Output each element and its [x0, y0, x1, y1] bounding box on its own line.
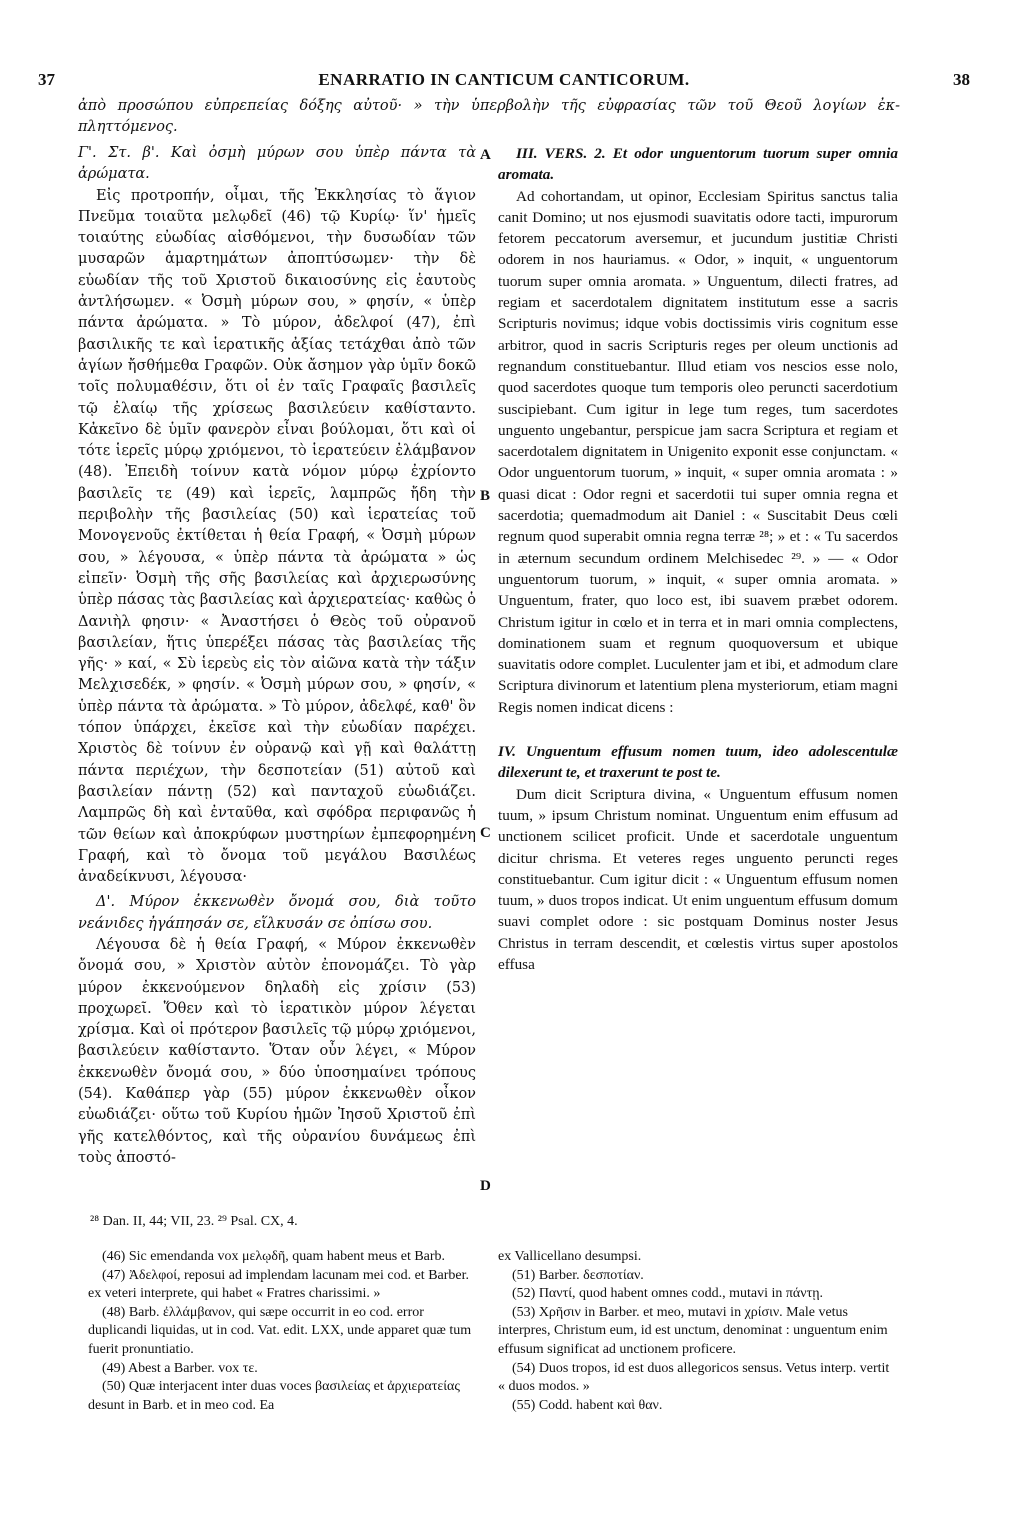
margin-letter-d: D — [480, 1178, 491, 1194]
margin-letter-b: B — [480, 488, 491, 504]
margin-letter-c: C — [480, 825, 491, 841]
latin-section-3-heading: III. VERS. 2. Et odor unguentorum tuorum super omnia aromata. — [498, 145, 898, 184]
page-number-left: 37 — [38, 70, 55, 89]
top-continuation-line: ἀπὸ προσώπου εὐπρεπείας δόξης αὐτοῦ· » τὴν ὑπερβολὴν τῆς εὐφρασίας τῶν τοῦ Θεοῦ λογίων ἐκ-πληττόμενος. — [78, 98, 900, 135]
editor-note: (53) Χρῆσιν in Barber. et meo, mutavi in χρίσιν. Male vetus interpres, Christum eum, id est unctum, denominat : unguentum enim effusum significat ad unctionem proficere. — [498, 1304, 888, 1357]
editor-note: (48) Barb. ἐλλάμβανον, qui sæpe occurrit in eo cod. error duplicandi liquidas, ut in cod. Vat. edit. LXX, unde apparet quæ tum fuerit pronuntiatio. — [88, 1304, 472, 1357]
greek-section-3-text: Εἰς προτροπήν, οἶμαι, τῆς Ἐκκλησίας τὸ ἅγιον Πνεῦμα τοιαῦτα μελῳδεῖ (46) τῷ Κυρίῳ· ἵν' ἡμεῖς τοιαύτης εὐωδίας αἰσθόμενοι, τὴν δυσωδίαν τῶν μυσαρῶν ἁμαρτημάτων ἀποπτύσωμεν· τὴν δὲ εὐωδίαν τῆς τοῦ Χριστοῦ δικαιοσύνης εἰς ἑαυτοὺς ἀντλήσωμεν. « Ὀσμὴ μύρων σου, » φησίν, « ὑπὲρ πάντα ἀρώματα. » Τὸ μύρον, ἀδελφοί (47), ἐπὶ βασιλικῆς τε καὶ ἱερατικῆς ἀξίας τετάχθαι ἀπὸ τῶν ἁγίων ἤσθήμεθα Γραφῶν. Οὐκ ἄσημον γὰρ ὑμῖν δοκῶ τοῖς πολυμαθέσιν, ὅτι οἱ ἐν ταῖς Γραφαῖς βασιλεῖς τῷ ἐλαίῳ τῆς χρίσεως βασιλεύειν καθίσταντο. Κἀκεῖνο δὲ ὑμῖν φανερὸν εἶναι βούλομαι, ὅτι καὶ οἱ τότε ἱερεῖς μύρῳ χριόμενοι, τὸ ἱερατεύειν ἐλάμβανον (48). Ἐπειδὴ τοίνυν κατὰ νόμον μύρῳ ἐχρίοντο βασιλεῖς τε (49) καὶ ἱερεῖς, λαμπρῶς ἤδη τὴν περιβολὴν τῆς βασιλείας (50) καὶ ἱερατείας τοῦ Μονογενοῦς ἐκτίθεται ἡ θεία Γραφή, « Ὀσμὴ μύρων σου, » λέγουσα, « ὑπὲρ πάντα τὰ ἀρώματα » ὡς εἰπεῖν· Ὀσμὴ τῆς σῆς βασιλείας καὶ ἀρχιερωσύνης ὑπὲρ πάσας τὰς βασιλείας καὶ ἀρχιερατείας· καθὼς ὁ Δανιὴλ φησιν· « Ἀναστήσει ὁ Θεὸς τοῦ οὐρανοῦ βασιλείαν, ἥτις ὑπερέξει πάσας τὰς βασιλείας τῆς γῆς· » καί, « Σὺ ἱερεὺς εἰς τὸν αἰῶνα κατὰ τὴν τάξιν Μελχισεδέκ, » φησίν. « Ὀσμὴ μύρων σου, » φησίν, « ὑπὲρ πάντα τὰ ἀρώματα. » Τὸ μύρον, ἀδελφέ, καθ' ὃν τόπον ὑπάρχει, ἐκεῖσε καὶ τὴν εὐωδίαν παρέχει. Χριστὸς δὲ τοίνυν ἐν οὐρανῷ καὶ γῇ καὶ θαλάττῃ πάντα περιέχων, τὴν δεσποτείαν (51) αὐτοῦ καὶ βασιλείαν πάντῃ (52) καὶ πανταχοῦ εὐωδιάζει. Λαμπρῶς δὴ καὶ ἐνταῦθα, καὶ σφόδρα περιφανῶς ἡ τῶν θείων καὶ ἀποκρύφων μυστηρίων ἐμπεφορημένη Γραφή, καὶ τὸ ὄνομα τοῦ μεγάλου Βασιλέως ἀναδείκνυσι, λέγουσα· — [78, 187, 476, 886]
running-header — [38, 70, 970, 92]
margin-letter-a: A — [480, 147, 491, 163]
page-number-right: 38 — [953, 70, 970, 89]
editor-note: (50) Quæ interjacent inter duas voces βασιλείας et ἀρχιερατείας desunt in Barb. et in meo cod. Ea — [88, 1379, 460, 1413]
greek-column — [78, 143, 476, 1169]
greek-section-4-text: Λέγουσα δὲ ἡ θεία Γραφή, « Μύρον ἐκκενωθὲν ὄνομά σου, » Χριστὸν αὐτὸν ἐπονομάζει. Τὸ γὰρ μύρον ἐκκενούμενον δηλαδὴ εἰς χρίσιν (53) προχωρεῖ. Ὅθεν καὶ τὸ ἱερατικὸν μύρον λέγεται χρίσμα. Καὶ οἱ πρότερον βασιλεῖς τῷ μύρῳ χριόμενοι, βασιλεύειν καθίσταντο. Ὅταν οὖν λέγει, « Μύρον ἐκκενωθὲν ὄνομά σου, » δύο ὑποσημαίνει τρόπους (54). Καθάπερ γὰρ (55) μύρον ἐκκενωθὲν οἶκον εὐωδιάζει· οὕτω τοῦ Κυρίου ἡμῶν Ἰησοῦ Χριστοῦ ἐπὶ γῆς κατελθόντος, καὶ τῆς οὐρανίου δυνάμεως ἐπὶ τοὺς ἀποστό- — [78, 936, 476, 1166]
scripture-references: ²⁸ Dan. II, 44; VII, 23. ²⁹ Psal. CX, 4. — [90, 1214, 298, 1229]
latin-section-4-heading: IV. Unguentum effusum nomen tuum, ideo adolescentulæ dilexerunt te, et traxerunt te post te. — [498, 743, 898, 782]
editor-note: (52) Παντί, quod habent omnes codd., mutavi in πάντῃ. — [512, 1286, 824, 1302]
editor-notes-right — [498, 1248, 898, 1415]
editor-note: (51) Barber. δεσποτίαν. — [512, 1267, 644, 1283]
latin-section-3-text: Ad cohortandam, ut opinor, Ecclesiam Spiritus sanctus talia canit Domino; ut nos ejusmodi suavitatis odore tacti, impurorum fetorem peccatorum aversemur, et jucundum justitiæ Christi odorem in nos hauriamus. « Odor, » inquit, « unguentorum tuorum super omnia aromata. » Unguentum, dilecti fratres, ad regiam et sacerdotalem dignitatem institutum esse a sacris Scripturis novimus; idque vobis doctissimis viris cognitum esse arbitror, quod in sacris Scripturis reges per oleum unctionis ad regnandum constituebantur. Illud etiam vos nescios esse nolo, quod sacerdotes quoque tum temporis oleo peruncti sacerdotium suscipiebant. Cum igitur in lege tum reges, tum sacerdotes unguento ungebantur, perspicue jam sacra Scriptura et regiam et sacerdotalem dignitatem in Unigenito exponit esse conjunctam. « Odor unguentorum tuorum, » inquit, « super omnia aromata : » quasi dicat : Odor regni et sacerdotii tui super omnia regna et sacerdotia; quemadmodum ait Daniel : « Suscitabit Deus cœli regnum quod superabit omnia regna terræ ²⁸; » et : « Tu sacerdos in æternum secundum ordinem Melchisedec ²⁹. » — « Odor unguentorum tuorum, » inquit, « super omnia aromata. » Unguentum, frater, quo loco est, ibi suavem præbet odorem. Christum igitur in cœlo et in terra et in mari omnia complectens, dominationem suam et regnum quoquoversum et ubique suavitatis odore complet. Luculenter jam et ibi, et admodum clare Scriptura divinorum et latentium plena mysteriorum, etiam magni Regis nomen indicat dicens : — [498, 187, 898, 716]
greek-section-4-heading: Δ'. Μύρον ἐκκενωθὲν ὄνομά σου, διὰ τοῦτο νεάνιδες ἠγάπησάν σε, εἵλκυσάν σε ὀπίσω σου. — [78, 894, 476, 932]
editor-note: ex Vallicellano desumpsi. — [498, 1249, 642, 1264]
greek-section-3-heading: Γ'. Στ. β'. Καὶ ὀσμὴ μύρων σου ὑπὲρ πάντα τὰ ἀρώματα. — [78, 145, 476, 183]
editor-note: (46) Sic emendanda vox μελῳδῆ, quam habent meus et Barb. — [102, 1249, 446, 1264]
running-title: ENARRATIO IN CANTICUM CANTICORUM. — [318, 70, 690, 89]
latin-section-4-text: Dum dicit Scriptura divina, « Unguentum effusum nomen tuum, » ipsum Christum nominat. Unguentum enim effusum ad unctionem scilicet proficit. Unde et sacerdotale unguentum dicitur chrisma. Et veteres reges unguento peruncti reges constituebantur. Cum igitur dicit : « Unguentum effusum nomen tuum, » duos tropos indicat. Ut enim unguentum effusum domum suavi complet odore : sic postquam Dominus noster Jesus Christus in terram descendit, et cœlestis virtus super apostolos effusa — [498, 785, 898, 973]
editor-note: (47) Ἀδελφοί, reposui ad implendam lacunam mei cod. et Barber. ex veteri interprete, qui habet « Fratres charissimi. » — [88, 1267, 470, 1302]
editor-note: (49) Abest a Barber. vox τε. — [102, 1360, 258, 1376]
editor-notes-left — [88, 1248, 478, 1415]
editor-note: (54) Duos tropos, id est duos allegoricos sensus. Vetus interp. vertit « duos modos. » — [498, 1360, 890, 1395]
latin-column — [498, 143, 898, 975]
editor-note: (55) Codd. habent καὶ θαν. — [512, 1397, 663, 1413]
